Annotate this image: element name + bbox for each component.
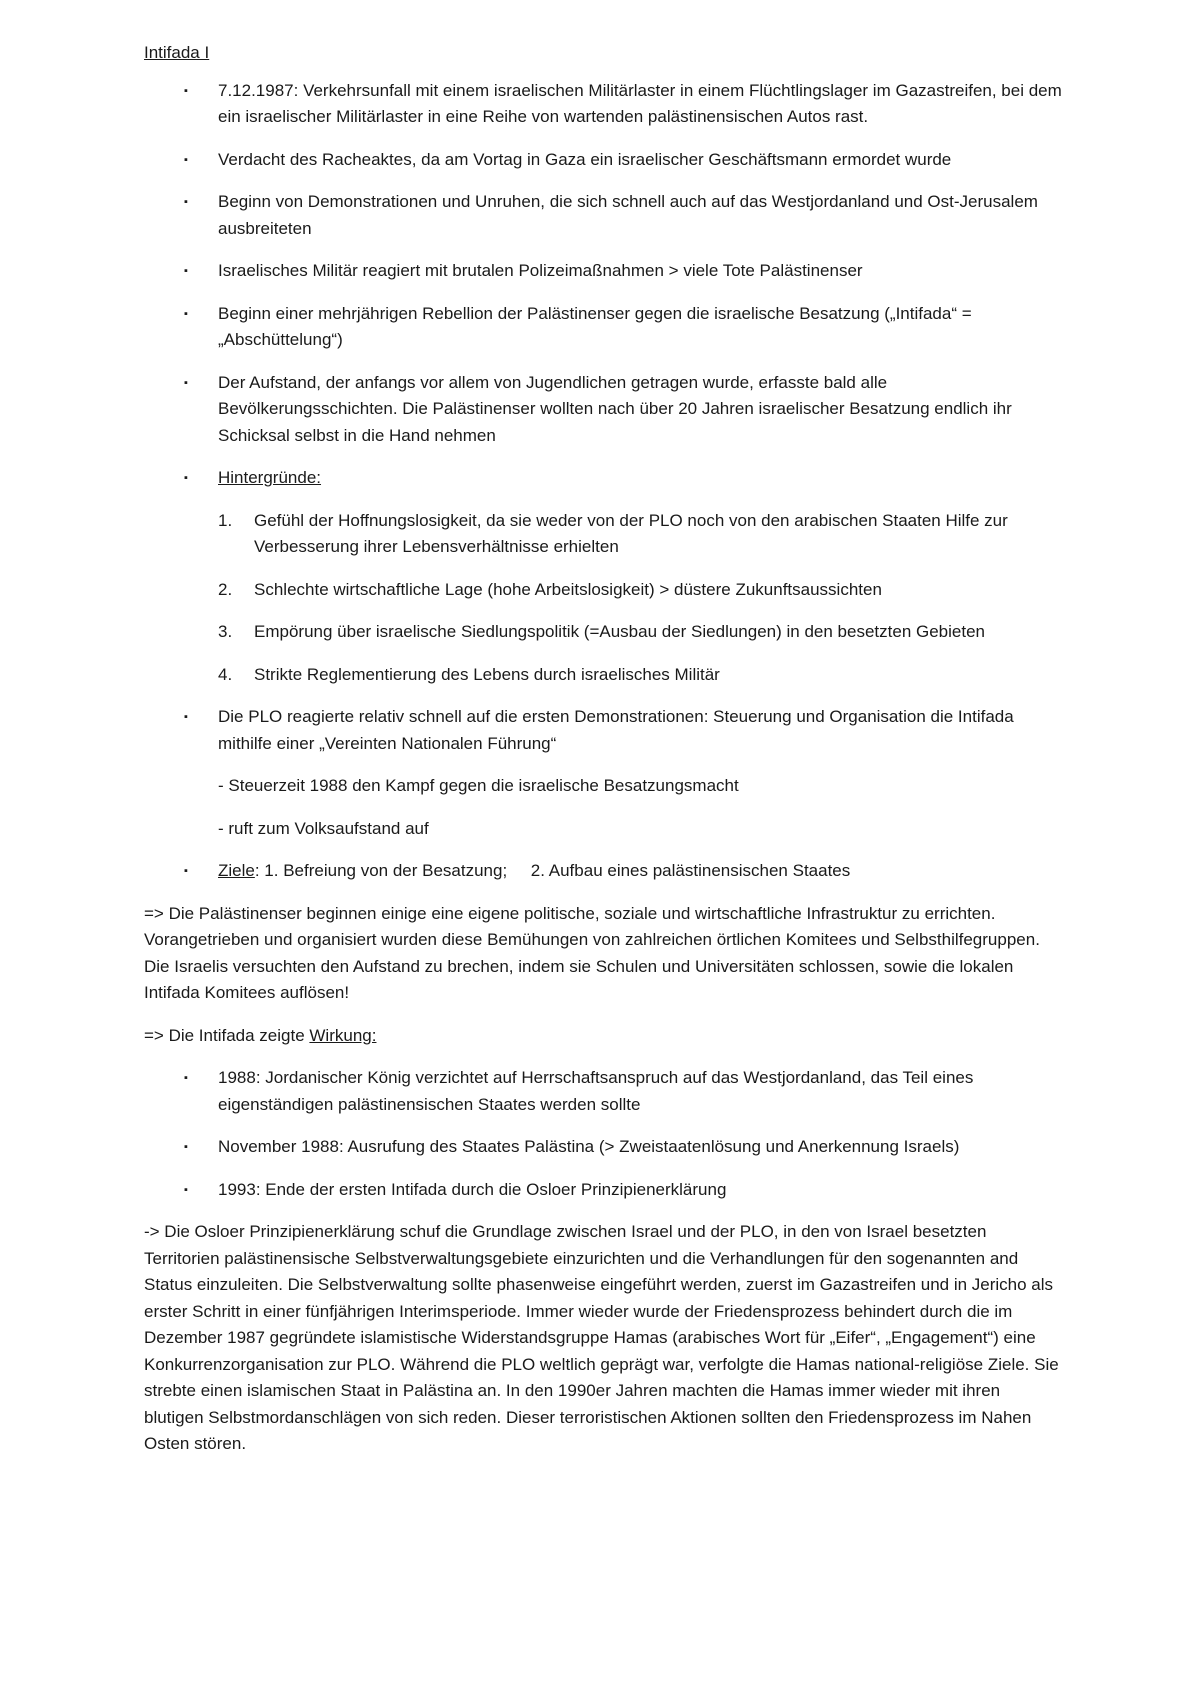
document-page [144, 40, 1064, 1474]
list-item [144, 78, 1064, 131]
list-item-text: 7.12.1987: Verkehrsunfall mit einem israelischen Militärlaster in einem Flüchtlingslager im Gazastreifen, bei dem ein israelischer Militärlaster in eine Reihe von wartenden palästinensischen Autos rast. [218, 80, 1062, 126]
item-number: 2. [218, 579, 233, 599]
wirkung-prefix: => Die Intifada zeigte [144, 1025, 310, 1045]
ziele-label: Ziele [218, 861, 255, 880]
bullet-list-wirkung [144, 1065, 1064, 1203]
list-item-plo [144, 704, 1064, 842]
bullet-icon: ▪ [184, 1141, 188, 1153]
list-item-text: 1993: Ende der ersten Intifada durch die Osloer Prinzipienerklärung [218, 1179, 727, 1199]
bullet-icon: ▪ [184, 472, 188, 484]
item-number: 3. [218, 622, 233, 641]
list-item-text: Beginn einer mehrjährigen Rebellion der Palästinenser gegen die israelische Besatzung („Intifada“ = „Abschüttelung“) [218, 303, 972, 349]
bullet-icon: ▪ [184, 84, 188, 97]
list-item-text: Verdacht des Racheaktes, da am Vortag in Gaza ein israelischer Geschäftsmann ermordet wurde [218, 149, 952, 169]
numbered-item-text: Gefühl der Hoffnungslosigkeit, da sie weder von der PLO noch von den arabischen Staaten Hilfe zur Verbesserung ihrer Lebensverhältnisse erhielten [254, 510, 1008, 556]
document-title: Intifada I [144, 43, 210, 62]
list-item-text: November 1988: Ausrufung des Staates Palästina (> Zweistaatenlösung und Anerkennung Israels) [218, 1137, 960, 1156]
ziele-text: : 1. Befreiung von der Besatzung; 2. Aufbau eines palästinensischen Staates [254, 861, 851, 880]
list-item [144, 1065, 1064, 1118]
bullet-icon: ▪ [184, 1183, 188, 1196]
numbered-list-hintergruende [218, 508, 1064, 689]
list-item [144, 258, 1064, 285]
bullet-icon: ▪ [184, 265, 188, 277]
list-item-ziele [144, 858, 1064, 885]
paragraph-oslo: -> Die Osloer Prinzipienerklärung schuf die Grundlage zwischen Israel und der PLO, in den von Israel besetzten Territorien palästinensische Selbstverwaltungsgebiete einzurichten und die Verhandlungen für den sogenannten and Status einzuleiten. Die Selbstverwaltung sollte phasenweise eingeführt werden, zuerst im Gazastreifen und in Jericho als erster Schritt in einer fünfjährigen Interimsperiode. Immer wieder wurde der Friedensprozess behindert durch die im Dezember 1987 gegründete islamistische Widerstandsgruppe Hamas (arabisches Wort für „Eifer“, „Engagement“) eine Konkurrenzorganisation zur PLO. Während die PLO weltlich geprägt war, verfolgte die Hamas national-religiöse Ziele. Sie strebte einen islamischen Staat in Palästina an. In den 1990er Jahren machten die Hamas immer wieder mit ihren blutigen Selbstmordanschlägen von sich reden. Dieser terroristischen Aktionen sollten den Friedensprozess im Nahen Osten stören. [144, 1222, 1059, 1453]
bullet-icon: ▪ [184, 865, 188, 877]
bullet-icon: ▪ [184, 1072, 188, 1084]
numbered-item [218, 508, 1064, 561]
bullet-icon: ▪ [184, 196, 188, 208]
numbered-item [218, 619, 1064, 646]
item-number: 4. [218, 664, 233, 684]
numbered-item-text: Schlechte wirtschaftliche Lage (hohe Arbeitslosigkeit) > düstere Zukunftsaussichten [254, 579, 882, 599]
list-item [144, 1134, 1064, 1161]
plo-subpoint: - ruft zum Volksaufstand auf [218, 818, 429, 838]
numbered-item-text: Empörung über israelische Siedlungspolitik (=Ausbau der Siedlungen) in den besetzten Gebieten [254, 622, 985, 641]
wirkung-label: Wirkung: [309, 1025, 377, 1045]
list-item-hintergruende [144, 465, 1064, 688]
list-item [144, 147, 1064, 174]
list-item [144, 301, 1064, 354]
hintergruende-heading: Hintergründe: [218, 468, 322, 487]
numbered-item-text: Strikte Reglementierung des Lebens durch israelisches Militär [254, 664, 720, 684]
list-item [144, 370, 1064, 450]
bullet-icon: ▪ [184, 711, 188, 723]
list-item-text: 1988: Jordanischer König verzichtet auf Herrschaftsanspruch auf das Westjordanland, das Teil eines eigenständigen palästinensischen Staates werden sollte [218, 1068, 974, 1114]
list-item-text: Beginn von Demonstrationen und Unruhen, die sich schnell auch auf das Westjordanland und Ost-Jerusalem ausbreiteten [218, 192, 1038, 238]
bullet-icon: ▪ [184, 307, 188, 320]
plo-subpoint: - Steuerzeit 1988 den Kampf gegen die israelische Besatzungsmacht [218, 776, 739, 795]
numbered-item [218, 662, 1064, 689]
list-item-text: Die PLO reagierte relativ schnell auf die ersten Demonstrationen: Steuerung und Organisation die Intifada mithilfe einer „Vereinten Nationalen Führung“ [218, 707, 1014, 753]
paragraph-infrastruktur: => Die Palästinenser beginnen einige eine eigene politische, soziale und wirtschaftliche Infrastruktur zu errichten. Vorangetrieben und organisiert wurden diese Bemühungen von zahlreichen örtlichen Komitees und Selbsthilfegruppen. Die Israelis versuchten den Aufstand zu brechen, indem sie Schulen und Universitäten schlossen, sowie die lokalen Intifada Komitees auflösen! [144, 903, 1040, 1002]
bullet-icon: ▪ [184, 153, 188, 166]
numbered-item [218, 577, 1064, 604]
bullet-icon: ▪ [184, 376, 188, 389]
list-item [144, 189, 1064, 242]
list-item-text: Der Aufstand, der anfangs vor allem von Jugendlichen getragen wurde, erfasste bald alle Bevölkerungsschichten. Die Palästinenser wollten nach über 20 Jahren israelischer Besatzung endlich ihr Schicksal selbst in die Hand nehmen [218, 372, 1012, 445]
list-item-text: Israelisches Militär reagiert mit brutalen Polizeimaßnahmen > viele Tote Palästinenser [218, 261, 863, 280]
bullet-list-events [144, 78, 1064, 885]
paragraph-wirkung [144, 1023, 1064, 1050]
list-item [144, 1177, 1064, 1204]
item-number: 1. [218, 510, 233, 530]
